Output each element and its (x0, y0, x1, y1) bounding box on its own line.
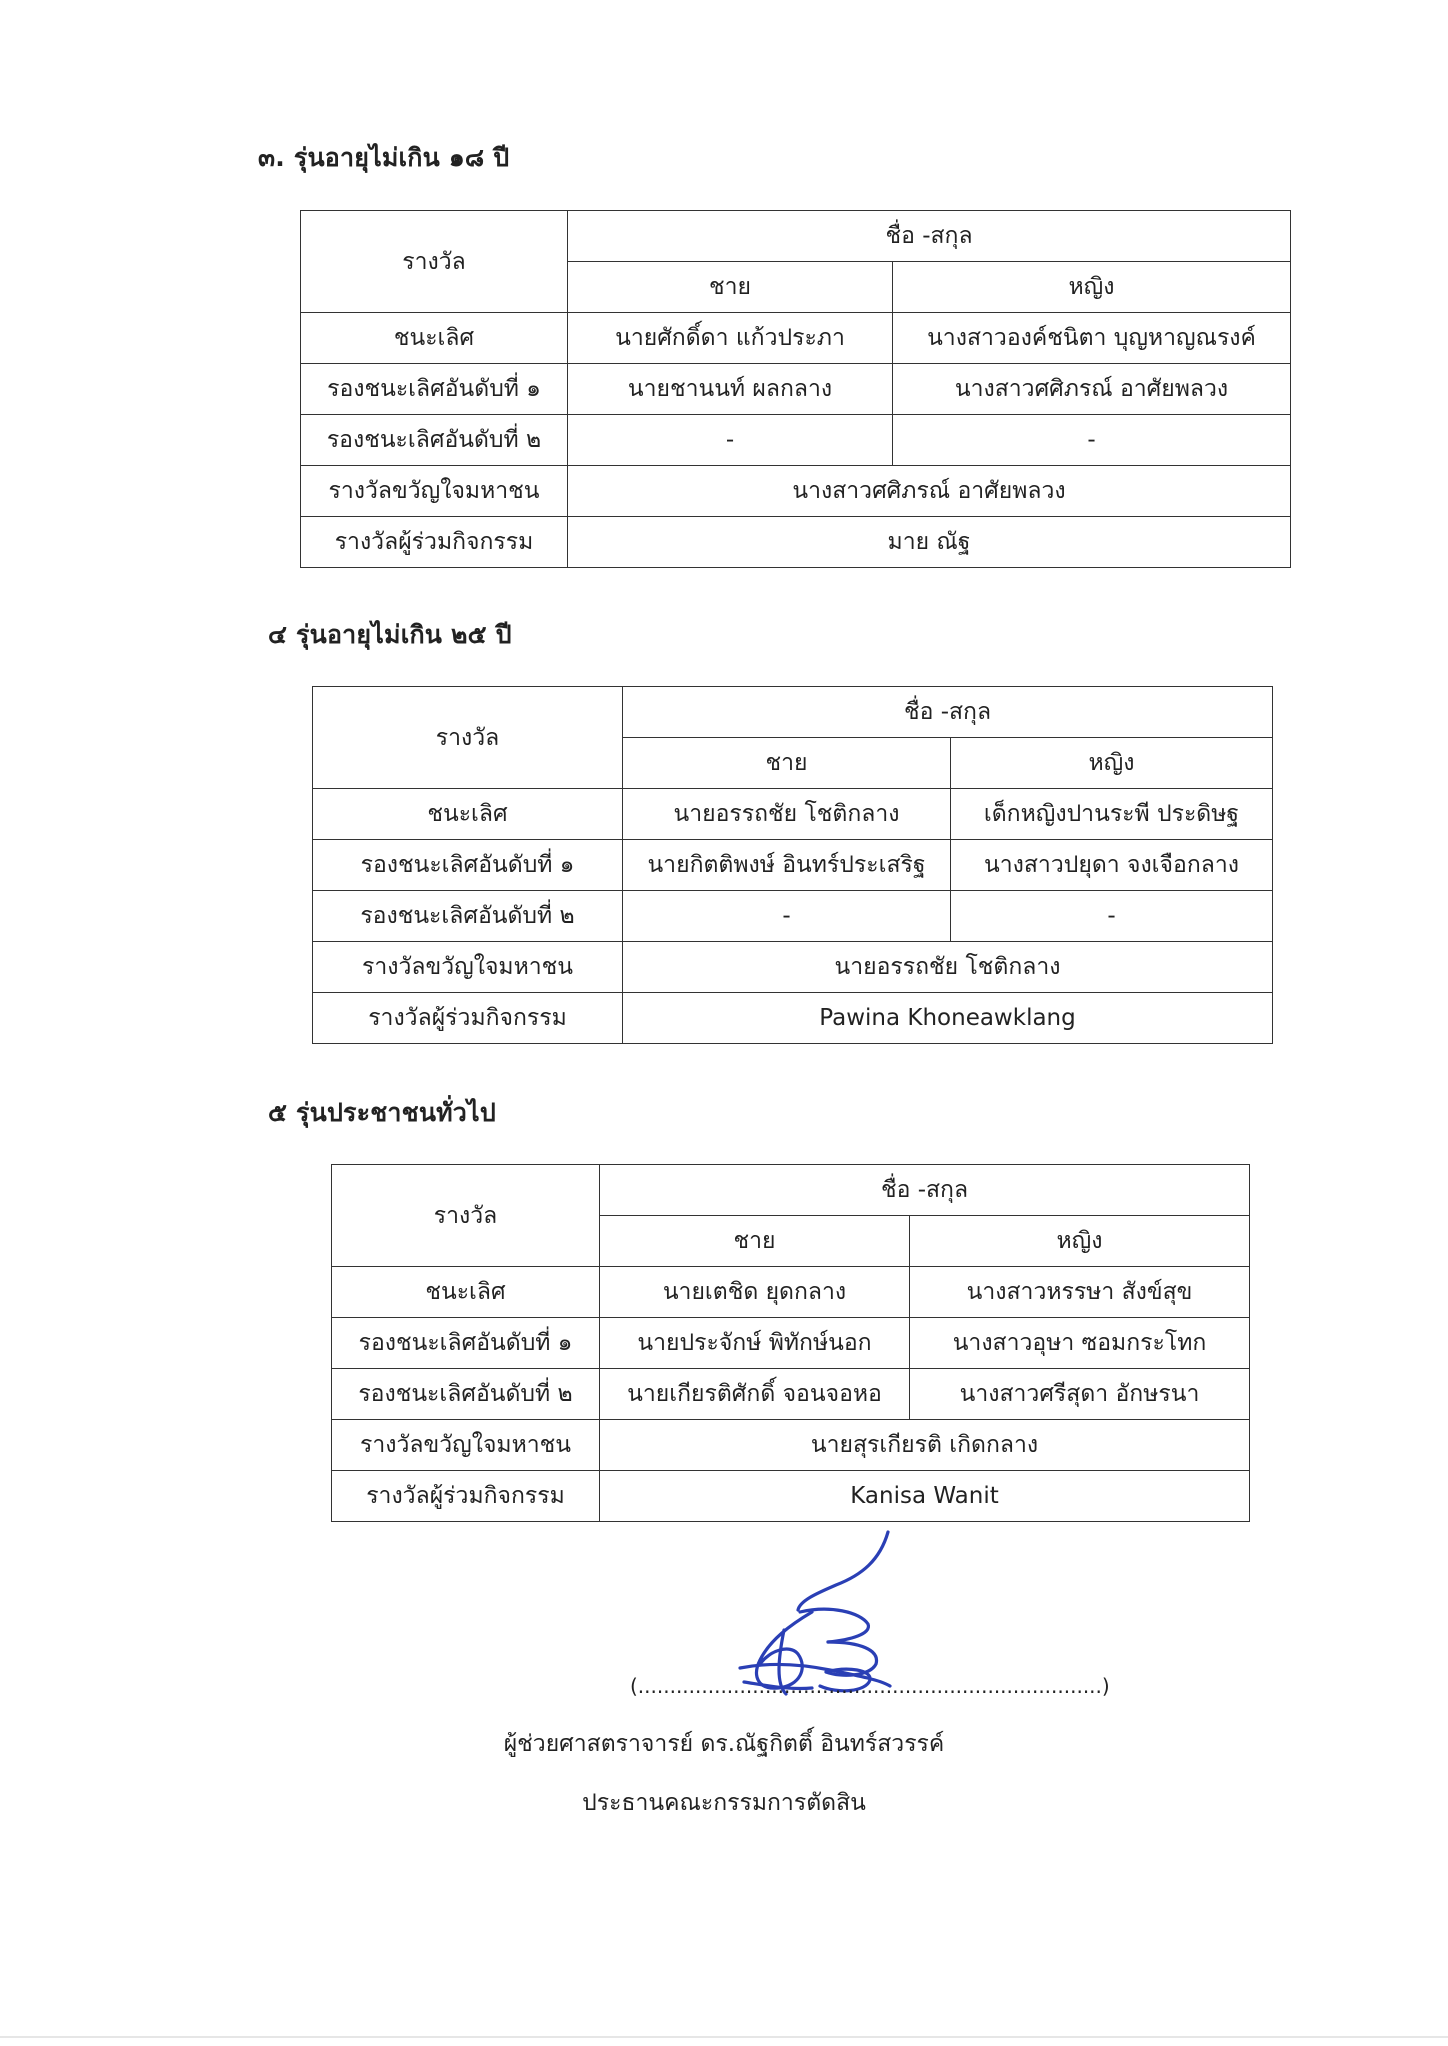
female-cell: - (951, 891, 1273, 942)
male-cell: นายชานนท์ ผลกลาง (568, 364, 893, 415)
header-male: ชาย (568, 262, 893, 313)
award-cell: รางวัลผู้ร่วมกิจกรรม (301, 517, 568, 568)
award-cell: รองชนะเลิศอันดับที่ ๒ (313, 891, 623, 942)
female-cell: เด็กหญิงปานระพี ประดิษฐ (951, 789, 1273, 840)
female-cell: นางสาวองค์ชนิตา บุญหาญณรงค์ (893, 313, 1291, 364)
male-cell: นายเกียรติศักดิ์ จอนจอหอ (600, 1369, 910, 1420)
merged-cell: Kanisa Wanit (600, 1471, 1250, 1522)
award-cell: รองชนะเลิศอันดับที่ ๑ (313, 840, 623, 891)
award-cell: รางวัลขวัญใจมหาชน (332, 1420, 600, 1471)
header-name: ชื่อ -สกุล (568, 211, 1291, 262)
award-cell: รางวัลขวัญใจมหาชน (313, 942, 623, 993)
award-cell: รางวัลผู้ร่วมกิจกรรม (313, 993, 623, 1044)
header-name: ชื่อ -สกุล (600, 1165, 1250, 1216)
female-cell: นางสาวหรรษา สังข์สุข (910, 1267, 1250, 1318)
female-cell: นางสาวศศิภรณ์ อาศัยพลวง (893, 364, 1291, 415)
male-cell: - (568, 415, 893, 466)
merged-cell: Pawina Khoneawklang (623, 993, 1273, 1044)
header-female: หญิง (893, 262, 1291, 313)
female-cell: นางสาวอุษา ซอมกระโทก (910, 1318, 1250, 1369)
signer-name: ผู้ช่วยศาสตราจารย์ ดร.ณัฐกิตติ์ อินทร์สวรรค์ (503, 1731, 945, 1757)
header-award: รางวัล (301, 211, 568, 313)
award-cell: รางวัลขวัญใจมหาชน (301, 466, 568, 517)
award-cell: ชนะเลิศ (332, 1267, 600, 1318)
award-cell: รองชนะเลิศอันดับที่ ๑ (301, 364, 568, 415)
female-cell: นางสาวศรีสุดา อักษรนา (910, 1369, 1250, 1420)
header-award: รางวัล (313, 687, 623, 789)
male-cell: นายกิตติพงษ์ อินทร์ประเสริฐ (623, 840, 951, 891)
header-name: ชื่อ -สกุล (623, 687, 1273, 738)
male-cell: นายศักดิ์ดา แก้วประภา (568, 313, 893, 364)
male-cell: - (623, 891, 951, 942)
header-award: รางวัล (332, 1165, 600, 1267)
header-female: หญิง (951, 738, 1273, 789)
header-male: ชาย (623, 738, 951, 789)
header-female: หญิง (910, 1216, 1250, 1267)
merged-cell: นายสุรเกียรติ เกิดกลาง (600, 1420, 1250, 1471)
section-heading-general-public: ๕ รุ่นประชาชนทั่วไป (268, 1098, 496, 1127)
female-cell: - (893, 415, 1291, 466)
award-cell: ชนะเลิศ (301, 313, 568, 364)
award-cell: ชนะเลิศ (313, 789, 623, 840)
section-heading-age-18: ๓. รุ่นอายุไม่เกิน ๑๘ ปี (258, 143, 510, 172)
signer-title: ประธานคณะกรรมการตัดสิน (582, 1790, 866, 1816)
merged-cell: นายอรรถชัย โชติกลาง (623, 942, 1273, 993)
award-cell: รองชนะเลิศอันดับที่ ๒ (301, 415, 568, 466)
award-cell: รางวัลผู้ร่วมกิจกรรม (332, 1471, 600, 1522)
page-bottom-divider (0, 2036, 1448, 2038)
section-heading-age-25: ๔ รุ่นอายุไม่เกิน ๒๕ ปี (268, 620, 512, 649)
male-cell: นายประจักษ์ พิทักษ์นอก (600, 1318, 910, 1369)
male-cell: นายเตชิด ยุดกลาง (600, 1267, 910, 1318)
merged-cell: มาย ณัฐ (568, 517, 1291, 568)
award-cell: รองชนะเลิศอันดับที่ ๒ (332, 1369, 600, 1420)
award-cell: รองชนะเลิศอันดับที่ ๑ (332, 1318, 600, 1369)
male-cell: นายอรรถชัย โชติกลาง (623, 789, 951, 840)
signature-line: (.........................................................................) (630, 1674, 1110, 1698)
female-cell: นางสาวปยุดา จงเจือกลาง (951, 840, 1273, 891)
merged-cell: นางสาวศศิภรณ์ อาศัยพลวง (568, 466, 1291, 517)
header-male: ชาย (600, 1216, 910, 1267)
